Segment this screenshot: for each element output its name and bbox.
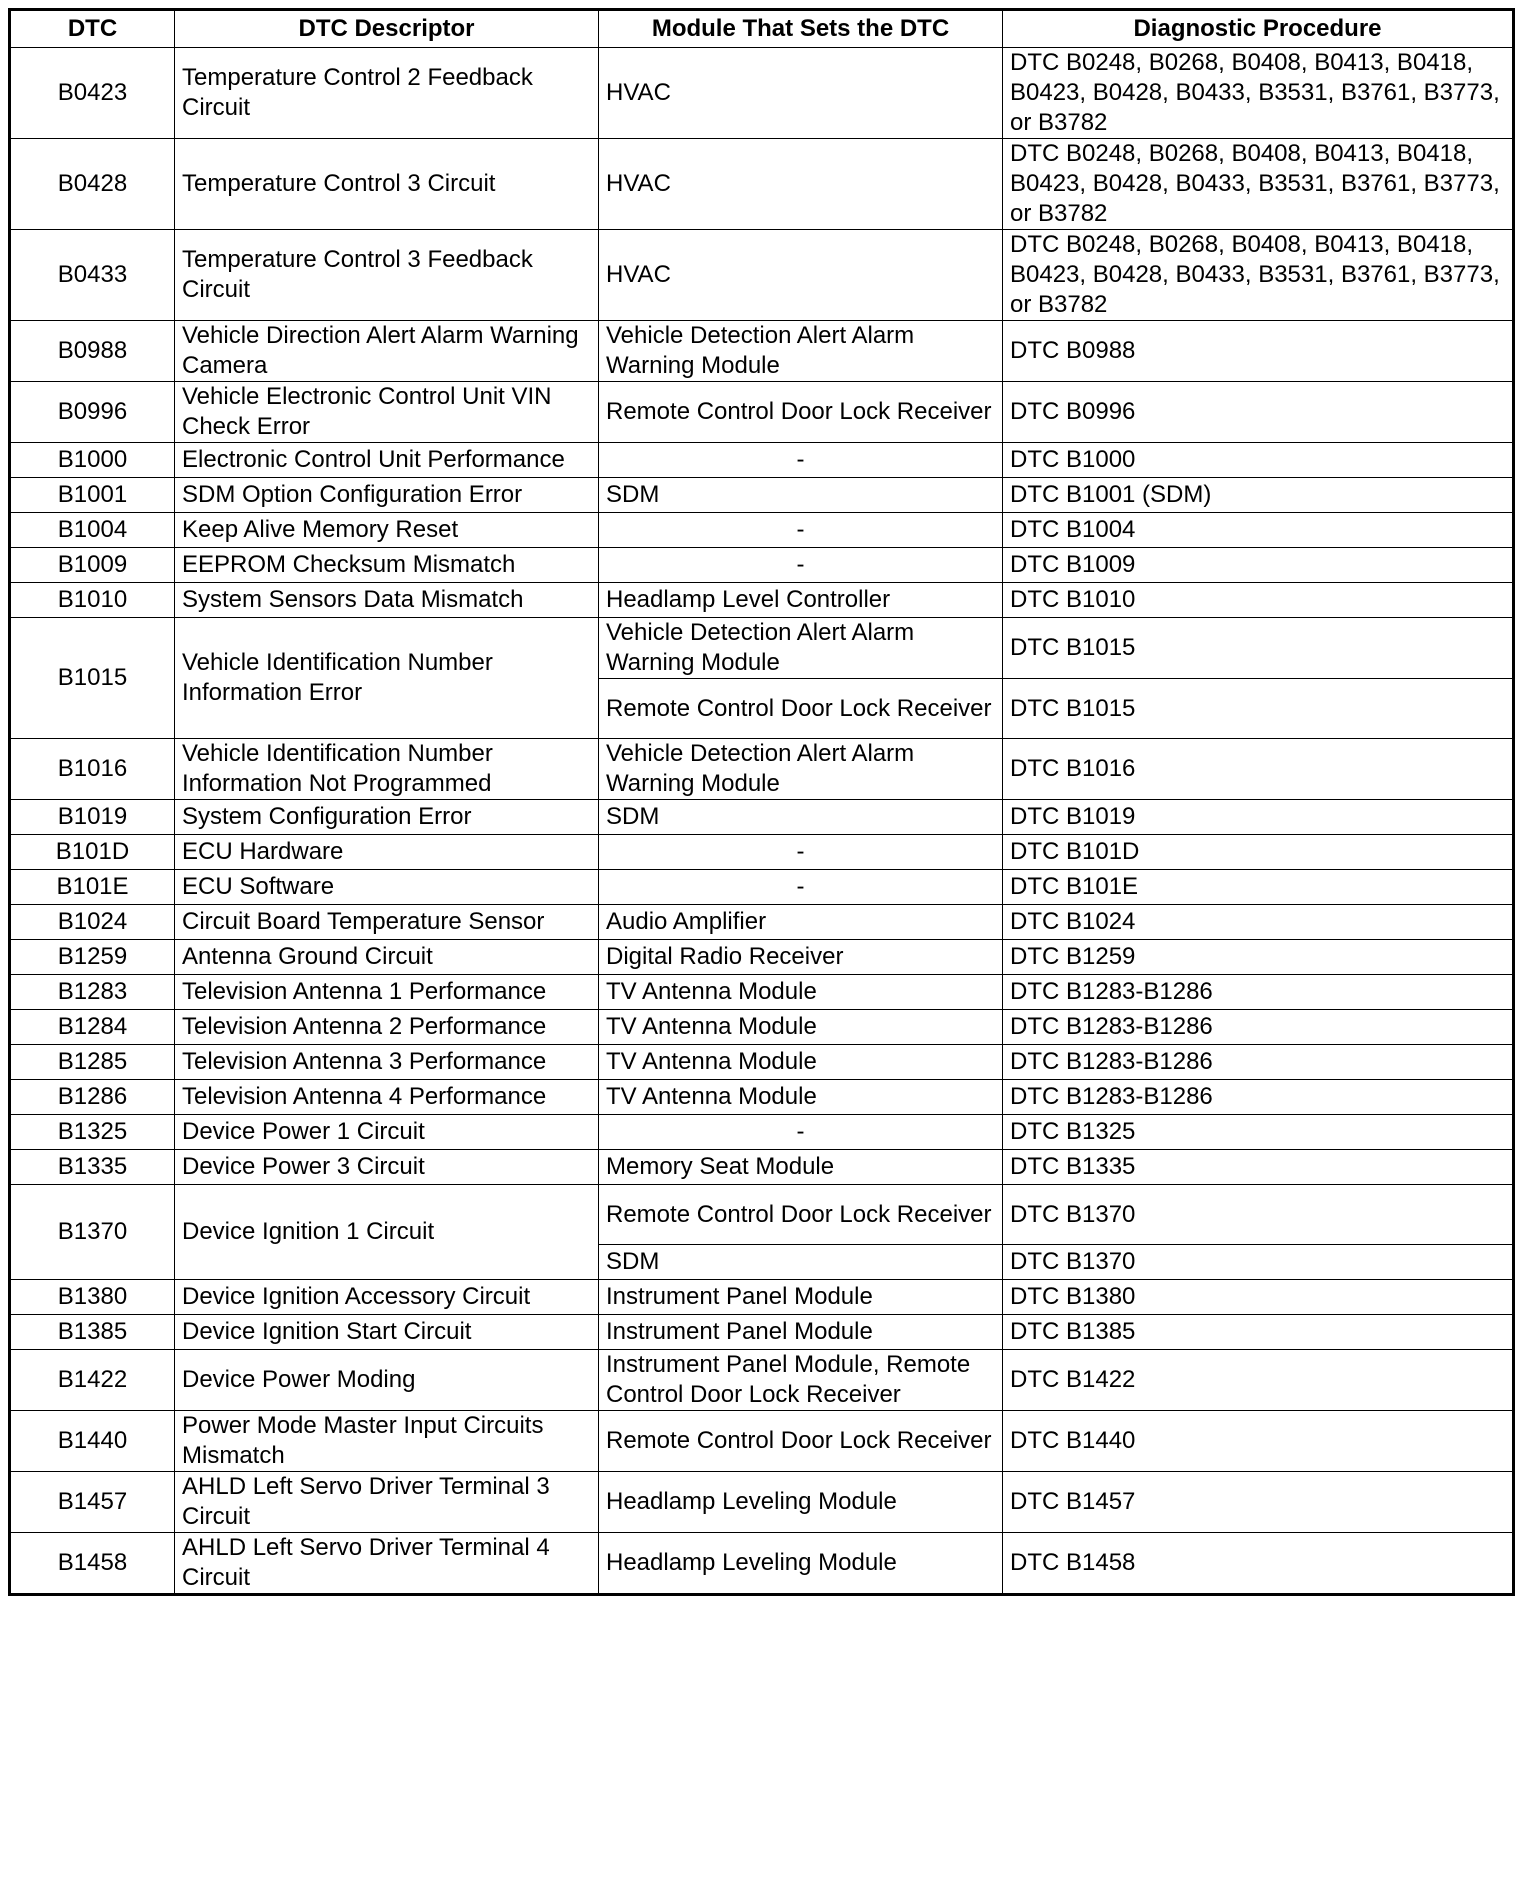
diagnostic-procedure-cell: DTC B1335 (1003, 1150, 1514, 1185)
dtc-descriptor-cell: Power Mode Master Input Circuits Mismatch (175, 1411, 599, 1472)
dtc-code-cell: B1004 (10, 513, 175, 548)
diagnostic-procedure-cell: DTC B1283-B1286 (1003, 1045, 1514, 1080)
module-cell: - (599, 870, 1003, 905)
dtc-descriptor-cell: Device Power Moding (175, 1350, 599, 1411)
table-row (10, 583, 1514, 618)
module-cell: TV Antenna Module (599, 1045, 1003, 1080)
module-cell: SDM (599, 478, 1003, 513)
diagnostic-procedure-cell: DTC B1001 (SDM) (1003, 478, 1514, 513)
diagnostic-procedure-cell: DTC B101D (1003, 835, 1514, 870)
table-row (10, 443, 1514, 478)
table-row (10, 835, 1514, 870)
module-cell: Headlamp Leveling Module (599, 1533, 1003, 1595)
table-row (10, 1350, 1514, 1411)
table-row (10, 739, 1514, 800)
table-row (10, 321, 1514, 382)
dtc-code-cell: B1016 (10, 739, 175, 800)
table-row (10, 548, 1514, 583)
diagnostic-procedure-cell: DTC B1015 (1003, 679, 1514, 739)
diagnostic-procedure-cell: DTC B1019 (1003, 800, 1514, 835)
diagnostic-procedure-cell: DTC B101E (1003, 870, 1514, 905)
table-row (10, 1472, 1514, 1533)
dtc-code-cell: B1458 (10, 1533, 175, 1595)
header-module: Module That Sets the DTC (599, 10, 1003, 48)
table-row (10, 1315, 1514, 1350)
diagnostic-procedure-cell: DTC B1325 (1003, 1115, 1514, 1150)
table-row (10, 618, 1514, 679)
module-cell: HVAC (599, 48, 1003, 139)
dtc-descriptor-cell: ECU Software (175, 870, 599, 905)
dtc-descriptor-cell: SDM Option Configuration Error (175, 478, 599, 513)
diagnostic-procedure-cell: DTC B1380 (1003, 1280, 1514, 1315)
dtc-descriptor-cell: Television Antenna 1 Performance (175, 975, 599, 1010)
module-cell: SDM (599, 800, 1003, 835)
table-row (10, 1115, 1514, 1150)
diagnostic-procedure-cell: DTC B1000 (1003, 443, 1514, 478)
dtc-descriptor-cell: Device Ignition Start Circuit (175, 1315, 599, 1350)
table-row (10, 1411, 1514, 1472)
table-row (10, 905, 1514, 940)
dtc-descriptor-cell: Keep Alive Memory Reset (175, 513, 599, 548)
dtc-descriptor-cell: Antenna Ground Circuit (175, 940, 599, 975)
dtc-descriptor-cell: System Sensors Data Mismatch (175, 583, 599, 618)
table-row (10, 1045, 1514, 1080)
diagnostic-procedure-cell: DTC B1024 (1003, 905, 1514, 940)
dtc-descriptor-cell: System Configuration Error (175, 800, 599, 835)
table-row (10, 513, 1514, 548)
table-header (10, 10, 1514, 48)
header-diagnostic-procedure: Diagnostic Procedure (1003, 10, 1514, 48)
dtc-descriptor-cell: Device Ignition Accessory Circuit (175, 1280, 599, 1315)
module-cell: Instrument Panel Module, Remote Control Door Lock Receiver (599, 1350, 1003, 1411)
module-cell: Memory Seat Module (599, 1150, 1003, 1185)
module-cell: - (599, 1115, 1003, 1150)
dtc-code-cell: B0996 (10, 382, 175, 443)
dtc-descriptor-cell: Electronic Control Unit Performance (175, 443, 599, 478)
dtc-code-cell: B1001 (10, 478, 175, 513)
diagnostic-procedure-cell: DTC B1259 (1003, 940, 1514, 975)
module-cell: Remote Control Door Lock Receiver (599, 679, 1003, 739)
dtc-code-cell: B101E (10, 870, 175, 905)
dtc-code-cell: B1335 (10, 1150, 175, 1185)
dtc-code-cell: B1019 (10, 800, 175, 835)
diagnostic-procedure-cell: DTC B1009 (1003, 548, 1514, 583)
diagnostic-procedure-cell: DTC B1015 (1003, 618, 1514, 679)
dtc-code-cell: B1009 (10, 548, 175, 583)
dtc-code-cell: B101D (10, 835, 175, 870)
dtc-descriptor-cell: Television Antenna 4 Performance (175, 1080, 599, 1115)
diagnostic-procedure-cell: DTC B1010 (1003, 583, 1514, 618)
module-cell: Vehicle Detection Alert Alarm Warning Module (599, 321, 1003, 382)
module-cell: - (599, 835, 1003, 870)
module-cell: HVAC (599, 139, 1003, 230)
dtc-code-cell: B0988 (10, 321, 175, 382)
diagnostic-procedure-cell: DTC B0248, B0268, B0408, B0413, B0418, B0423, B0428, B0433, B3531, B3761, B3773, or B3782 (1003, 230, 1514, 321)
dtc-code-cell: B1457 (10, 1472, 175, 1533)
dtc-descriptor-cell: Device Power 3 Circuit (175, 1150, 599, 1185)
module-cell: Digital Radio Receiver (599, 940, 1003, 975)
module-cell: Instrument Panel Module (599, 1315, 1003, 1350)
dtc-code-cell: B1325 (10, 1115, 175, 1150)
module-cell: Remote Control Door Lock Receiver (599, 1185, 1003, 1245)
module-cell: TV Antenna Module (599, 1080, 1003, 1115)
table-row (10, 1080, 1514, 1115)
diagnostic-procedure-cell: DTC B0248, B0268, B0408, B0413, B0418, B0423, B0428, B0433, B3531, B3761, B3773, or B3782 (1003, 48, 1514, 139)
table-row (10, 478, 1514, 513)
dtc-code-cell: B1010 (10, 583, 175, 618)
diagnostic-procedure-cell: DTC B1370 (1003, 1245, 1514, 1280)
dtc-descriptor-cell: EEPROM Checksum Mismatch (175, 548, 599, 583)
dtc-descriptor-cell: ECU Hardware (175, 835, 599, 870)
module-cell: Headlamp Level Controller (599, 583, 1003, 618)
dtc-table (8, 8, 1515, 1596)
dtc-descriptor-cell: Circuit Board Temperature Sensor (175, 905, 599, 940)
dtc-descriptor-cell: Device Power 1 Circuit (175, 1115, 599, 1150)
diagnostic-procedure-cell: DTC B1422 (1003, 1350, 1514, 1411)
header-dtc-descriptor: DTC Descriptor (175, 10, 599, 48)
dtc-code-cell: B1385 (10, 1315, 175, 1350)
diagnostic-procedure-cell: DTC B0996 (1003, 382, 1514, 443)
module-cell: SDM (599, 1245, 1003, 1280)
module-cell: Instrument Panel Module (599, 1280, 1003, 1315)
diagnostic-procedure-cell: DTC B1283-B1286 (1003, 975, 1514, 1010)
table-row (10, 800, 1514, 835)
dtc-code-cell: B1000 (10, 443, 175, 478)
table-row (10, 870, 1514, 905)
diagnostic-procedure-cell: DTC B1016 (1003, 739, 1514, 800)
module-cell: Remote Control Door Lock Receiver (599, 1411, 1003, 1472)
dtc-code-cell: B1370 (10, 1185, 175, 1280)
dtc-code-cell: B1422 (10, 1350, 175, 1411)
dtc-descriptor-cell: Vehicle Direction Alert Alarm Warning Camera (175, 321, 599, 382)
header-row (10, 10, 1514, 48)
dtc-descriptor-cell: AHLD Left Servo Driver Terminal 4 Circuit (175, 1533, 599, 1595)
diagnostic-procedure-cell: DTC B1283-B1286 (1003, 1080, 1514, 1115)
dtc-descriptor-cell: Vehicle Electronic Control Unit VIN Check Error (175, 382, 599, 443)
table-row (10, 975, 1514, 1010)
module-cell: TV Antenna Module (599, 975, 1003, 1010)
diagnostic-procedure-cell: DTC B1283-B1286 (1003, 1010, 1514, 1045)
table-row (10, 940, 1514, 975)
diagnostic-procedure-cell: DTC B1004 (1003, 513, 1514, 548)
table-row (10, 139, 1514, 230)
dtc-descriptor-cell: Device Ignition 1 Circuit (175, 1185, 599, 1280)
module-cell: Remote Control Door Lock Receiver (599, 382, 1003, 443)
module-cell: Vehicle Detection Alert Alarm Warning Module (599, 618, 1003, 679)
dtc-code-cell: B0423 (10, 48, 175, 139)
dtc-descriptor-cell: Vehicle Identification Number Information Not Programmed (175, 739, 599, 800)
dtc-code-cell: B0428 (10, 139, 175, 230)
module-cell: - (599, 443, 1003, 478)
diagnostic-procedure-cell: DTC B0248, B0268, B0408, B0413, B0418, B0423, B0428, B0433, B3531, B3761, B3773, or B3782 (1003, 139, 1514, 230)
dtc-descriptor-cell: Temperature Control 3 Feedback Circuit (175, 230, 599, 321)
dtc-code-cell: B1015 (10, 618, 175, 739)
table-body (10, 48, 1514, 1595)
table-row (10, 1533, 1514, 1595)
dtc-code-cell: B1380 (10, 1280, 175, 1315)
dtc-code-cell: B0433 (10, 230, 175, 321)
table-row (10, 48, 1514, 139)
module-cell: - (599, 548, 1003, 583)
diagnostic-procedure-cell: DTC B1457 (1003, 1472, 1514, 1533)
dtc-descriptor-cell: Television Antenna 2 Performance (175, 1010, 599, 1045)
dtc-descriptor-cell: Vehicle Identification Number Information Error (175, 618, 599, 739)
dtc-descriptor-cell: AHLD Left Servo Driver Terminal 3 Circuit (175, 1472, 599, 1533)
dtc-code-cell: B1440 (10, 1411, 175, 1472)
dtc-code-cell: B1284 (10, 1010, 175, 1045)
dtc-descriptor-cell: Television Antenna 3 Performance (175, 1045, 599, 1080)
module-cell: Vehicle Detection Alert Alarm Warning Module (599, 739, 1003, 800)
table-row (10, 1010, 1514, 1045)
diagnostic-procedure-cell: DTC B1370 (1003, 1185, 1514, 1245)
dtc-code-cell: B1259 (10, 940, 175, 975)
dtc-code-cell: B1024 (10, 905, 175, 940)
dtc-code-cell: B1285 (10, 1045, 175, 1080)
diagnostic-procedure-cell: DTC B1458 (1003, 1533, 1514, 1595)
table-row (10, 1185, 1514, 1245)
table-row (10, 382, 1514, 443)
table-row (10, 1280, 1514, 1315)
module-cell: - (599, 513, 1003, 548)
dtc-descriptor-cell: Temperature Control 3 Circuit (175, 139, 599, 230)
module-cell: TV Antenna Module (599, 1010, 1003, 1045)
table-row (10, 1150, 1514, 1185)
module-cell: Headlamp Leveling Module (599, 1472, 1003, 1533)
diagnostic-procedure-cell: DTC B1385 (1003, 1315, 1514, 1350)
dtc-code-cell: B1283 (10, 975, 175, 1010)
header-dtc: DTC (10, 10, 175, 48)
diagnostic-procedure-cell: DTC B1440 (1003, 1411, 1514, 1472)
dtc-code-cell: B1286 (10, 1080, 175, 1115)
module-cell: Audio Amplifier (599, 905, 1003, 940)
dtc-descriptor-cell: Temperature Control 2 Feedback Circuit (175, 48, 599, 139)
module-cell: HVAC (599, 230, 1003, 321)
diagnostic-procedure-cell: DTC B0988 (1003, 321, 1514, 382)
table-row (10, 230, 1514, 321)
